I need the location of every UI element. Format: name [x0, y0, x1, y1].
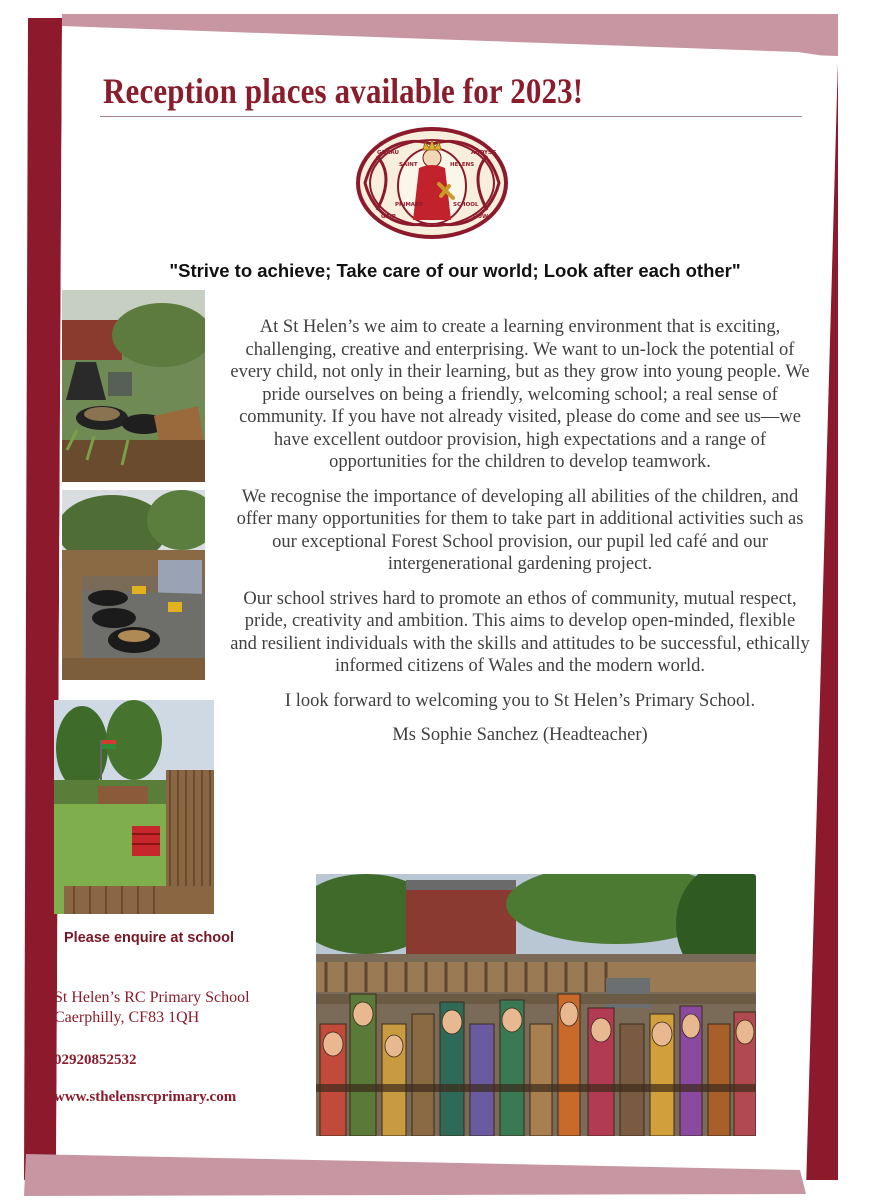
- address-line-1: St Helen’s RC Primary School: [54, 989, 250, 1006]
- page-title: Reception places available for 2023!: [103, 71, 584, 111]
- title-divider: [100, 116, 802, 117]
- welcome-line: I look forward to welcoming you to St Helen’s Primary School.: [284, 690, 756, 711]
- crest-word: PRIMARY: [395, 202, 423, 208]
- address-line-2: Caerphilly, CF83 1QH: [54, 1009, 200, 1026]
- crest-word: DUW: [473, 214, 489, 220]
- crest-word: SAINT: [399, 162, 418, 168]
- photo-play-area-tyres: [62, 490, 205, 680]
- crest-word: HELENS: [450, 162, 475, 168]
- body-text: [230, 316, 810, 759]
- school-crest-logo: [355, 126, 509, 240]
- phone-number: 02920852532: [54, 1052, 137, 1068]
- photo-garden-planters: [62, 290, 205, 482]
- abilities-paragraph: We recognise the importance of developing all abilities of the children, and offer many opportunities for them to take part in additional activities such as our exceptional Forest School provision, our pupil led café and our intergenerational gardening project.: [236, 486, 804, 574]
- enquire-note: Please enquire at school: [64, 930, 235, 946]
- crest-word: SCHOOL: [453, 202, 479, 208]
- website-link[interactable]: www.sthelensrcprimary.com: [54, 1089, 237, 1105]
- intro-paragraph: At St Helen’s we aim to create a learning environment that is exciting, challenging, creative and enterprising. We want to un-lock the potential of every child, not only in their learning, but as they grow into young people. We pride ourselves on being a friendly, welcoming school; a real sense of community. If you have not already visited, please do come and see us—we have excellent outdoor provision, high expectations and a range of opportunities for the children to develop teamwork.: [230, 317, 810, 472]
- ethos-paragraph: Our school strives hard to promote an ethos of community, mutual respect, pride, creativity and ambition. This aims to develop open-minded, flexible and resilient individuals with the skills and attitudes to be successful, ethically informed citizens of Wales and the modern world.: [230, 588, 810, 676]
- school-motto: "Strive to achieve; Take care of our world; Look after each other": [169, 260, 741, 281]
- photo-garden-fence: [54, 700, 214, 914]
- crest-word: GORAU: [377, 150, 399, 156]
- contact-block: [54, 988, 250, 1106]
- headteacher-signoff: Ms Sophie Sanchez (Headteacher): [392, 725, 648, 745]
- crest-word: ADDYSG: [471, 150, 497, 156]
- crest-word: GAIR: [381, 214, 397, 220]
- photo-painted-fence: [316, 874, 756, 1136]
